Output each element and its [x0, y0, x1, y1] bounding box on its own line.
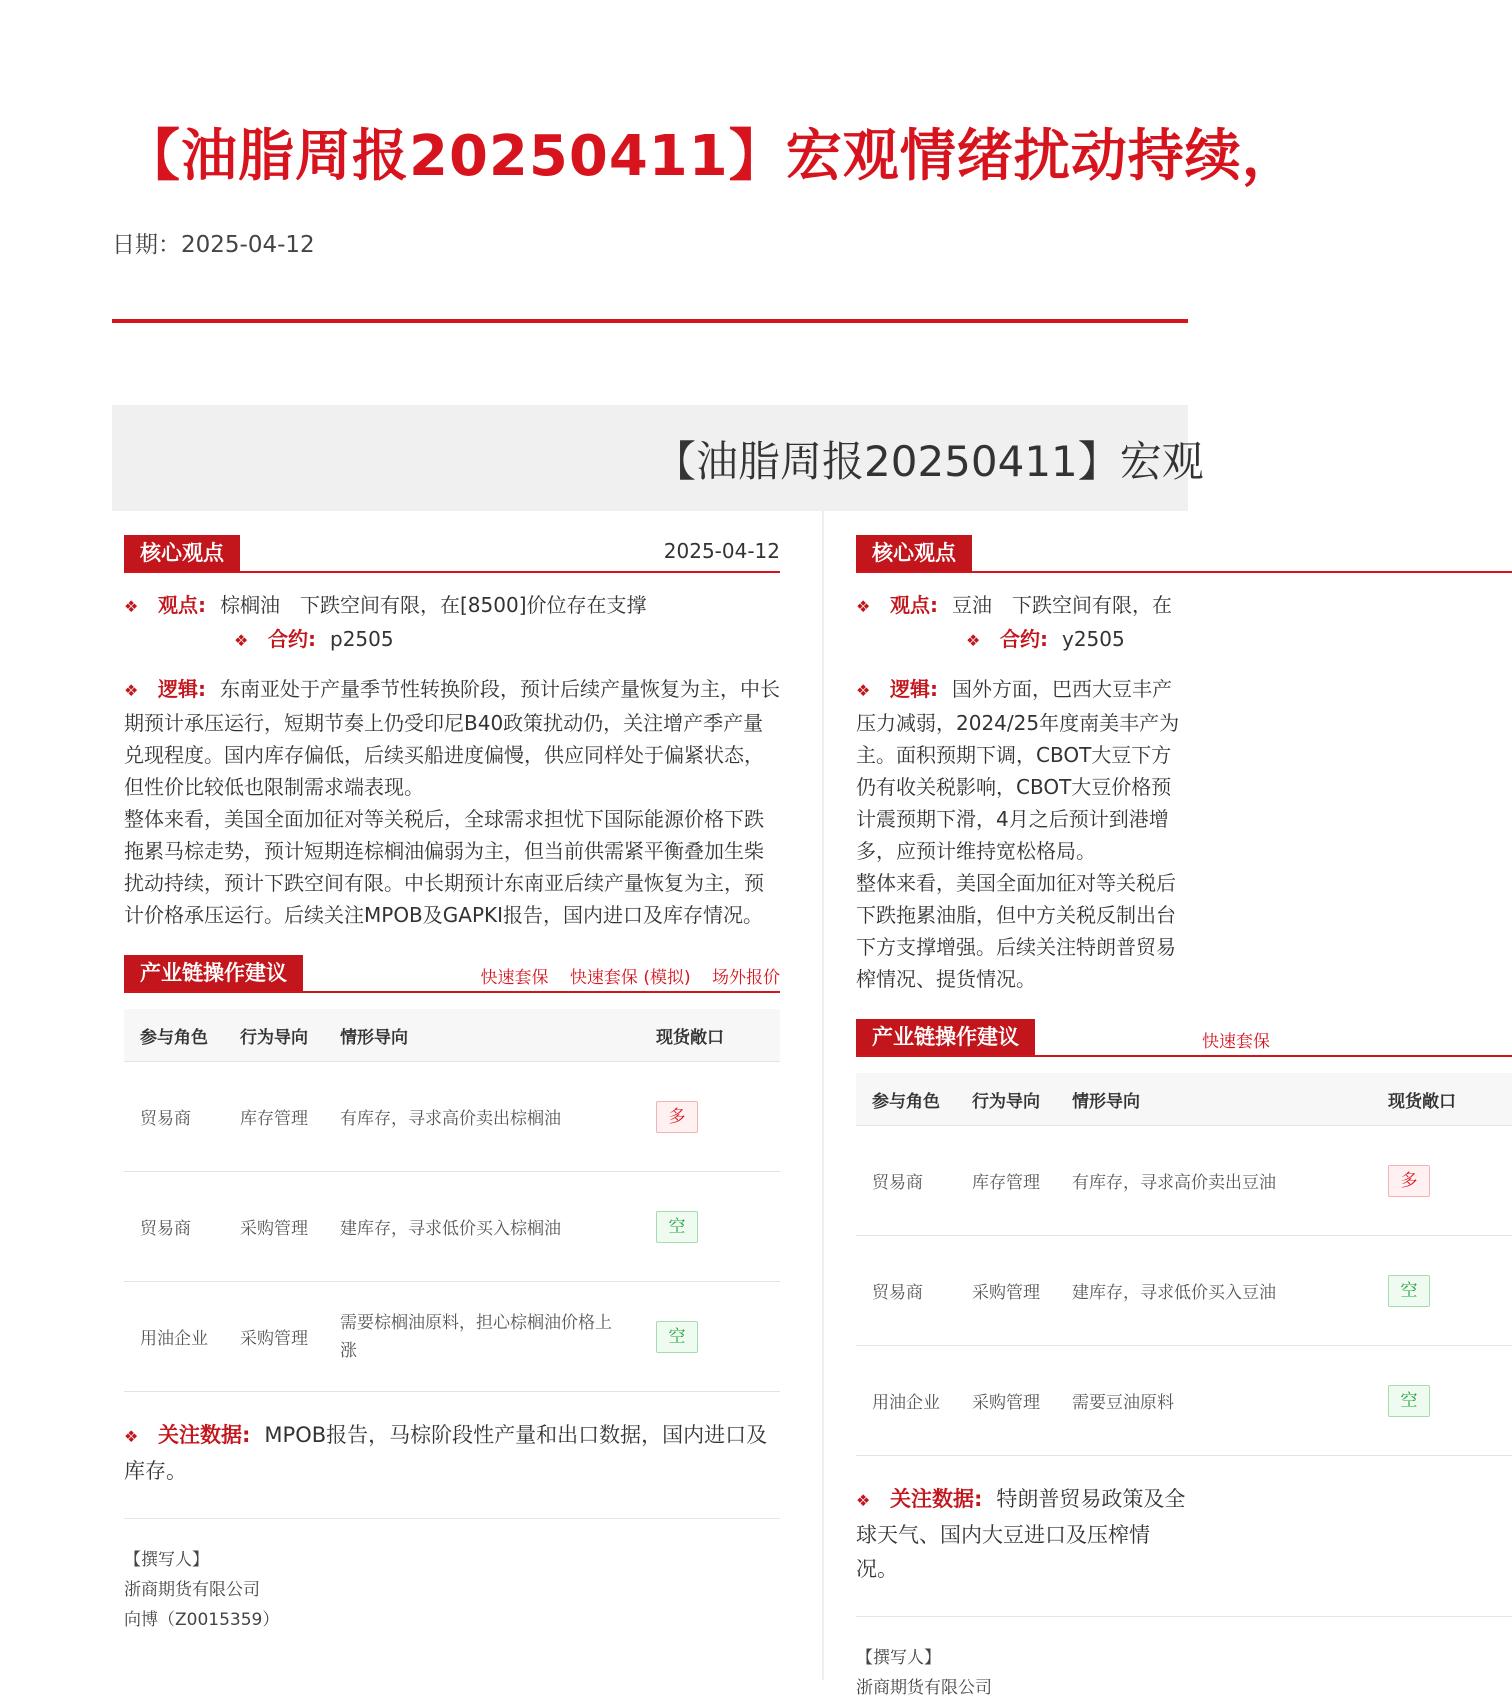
exposure-badge-long: 多: [656, 1101, 698, 1133]
situation-cell: 需要棕榈油原料，担心棕榈油价格上涨: [324, 1282, 640, 1392]
ops-table: [124, 1009, 780, 1392]
role-cell: 用油企业: [856, 1346, 956, 1456]
table-row: [124, 1062, 780, 1172]
core-view-date: 2025-04-12: [663, 539, 780, 563]
view-text: 下跌空间有限，在: [1012, 593, 1172, 617]
table-row: [856, 1236, 1512, 1346]
situation-cell: 建库存，寻求低价买入豆油: [1056, 1236, 1372, 1346]
author-header: 【撰写人】: [124, 1550, 209, 1570]
role-cell: 贸易商: [124, 1172, 224, 1282]
document-header: [112, 405, 1204, 511]
exposure-badge-short: 空: [656, 1211, 698, 1243]
author-company: 浙商期货有限公司: [124, 1580, 260, 1600]
core-view-header: [124, 535, 780, 573]
ops-table: [856, 1073, 1512, 1456]
table-header-row: [856, 1073, 1512, 1126]
contract-value: y2505: [1062, 627, 1125, 651]
title-divider: [112, 319, 1188, 323]
col-role: 参与角色: [124, 1009, 224, 1062]
col-action: 行为导向: [956, 1073, 1056, 1126]
section-divider: [124, 1518, 780, 1519]
ops-tag: 产业链操作建议: [856, 1019, 1035, 1055]
table-row: [124, 1172, 780, 1282]
role-cell: 贸易商: [124, 1062, 224, 1172]
col-situation: 情形导向: [1056, 1073, 1372, 1126]
diamond-bullet-icon: ❖: [234, 631, 249, 650]
quick-hedge-link[interactable]: 快速套保: [480, 968, 549, 988]
situation-cell: 有库存，寻求高价卖出豆油: [1056, 1126, 1372, 1236]
diamond-bullet-icon: ❖: [856, 597, 871, 616]
view-line: [856, 589, 1512, 623]
author-name: 向博（Z0015359）: [124, 1610, 280, 1630]
diamond-bullet-icon: ❖: [124, 681, 139, 700]
action-cell: 采购管理: [224, 1282, 324, 1392]
col-situation: 情形导向: [324, 1009, 640, 1062]
logic-section: [856, 673, 1188, 995]
logic-paragraph-2: 整体来看，美国全面加征对等关税后，全球需求担忧下国际能源价格下跌拖累马棕走势，预计短期连棕榈油偏弱为主，但当前供需紧平衡叠加生柴扰动持续，预计下跌空间有限。中长期预计东南亚后续产量恢复为主，预计价格承压运行。后续关注MPOB及GAPKI报告，国内进口及库存情况。: [124, 807, 764, 927]
soybean-oil-column: [856, 511, 1456, 1698]
col-role: 参与角色: [856, 1073, 956, 1126]
role-cell: 贸易商: [856, 1236, 956, 1346]
role-cell: 用油企业: [124, 1282, 224, 1392]
contract-line: [124, 623, 780, 657]
quick-hedge-link[interactable]: 快速套保: [1202, 1032, 1270, 1052]
core-view-tag: 核心观点: [856, 535, 972, 571]
focus-label: 关注数据:: [158, 1423, 251, 1447]
contract-label: 合约:: [268, 627, 316, 651]
focus-label: 关注数据:: [890, 1487, 983, 1511]
logic-paragraph-1: 国外方面，巴西大豆丰产压力减弱，2024/25年度南美丰产为主。面积预期下调，CBOT大豆下方仍有收关税影响，CBOT大豆价格预计震预期下滑，4月之后预计到港增多，应预计维持宽松格局。: [856, 677, 1180, 863]
core-view-header: [856, 535, 1512, 573]
focus-text: 特朗普贸易政策及全球天气、国内大豆进口及压榨情况。: [856, 1487, 1186, 1581]
situation-cell: 建库存，寻求低价买入棕榈油: [324, 1172, 640, 1282]
contract-line: [856, 623, 1512, 657]
diamond-bullet-icon: ❖: [966, 631, 981, 650]
focus-text: MPOB报告，马棕阶段性产量和出口数据，国内进口及库存。: [124, 1423, 768, 1483]
column-divider: [822, 511, 824, 1680]
situation-cell: 需要豆油原料: [1056, 1346, 1372, 1456]
author-block: [856, 1643, 1512, 1703]
situation-cell: 有库存，寻求高价卖出棕榈油: [324, 1062, 640, 1172]
publish-date: 日期：2025-04-12: [112, 232, 315, 258]
col-exposure: 现货敞口: [640, 1009, 780, 1062]
document-header-title: 【油脂周报20250411】宏观: [654, 437, 1204, 486]
exposure-badge-short: 空: [1388, 1275, 1430, 1307]
logic-label: 逻辑:: [890, 677, 938, 701]
ops-tag: 产业链操作建议: [124, 955, 303, 991]
col-exposure: 现货敞口: [1372, 1073, 1512, 1126]
logic-paragraph-1: 东南亚处于产量季节性转换阶段，预计后续产量恢复为主，中长期预计承压运行，短期节奏上仍受印尼B40政策扰动仍，关注增产季产量兑现程度。国内库存偏低，后续买船进度偏慢，供应同样处于偏紧状态，但性价比较低也限制需求端表现。: [124, 677, 780, 799]
view-line: [124, 589, 780, 623]
author-header: 【撰写人】: [856, 1648, 941, 1668]
table-row: [856, 1126, 1512, 1236]
exposure-badge-short: 空: [1388, 1385, 1430, 1417]
core-view-tag: 核心观点: [124, 535, 240, 571]
diamond-bullet-icon: ❖: [856, 681, 871, 700]
action-cell: 库存管理: [224, 1062, 324, 1172]
author-block: [124, 1545, 780, 1635]
view-product: 豆油: [952, 593, 992, 617]
logic-paragraph-2: 整体来看，美国全面加征对等关税后下跌拖累油脂，但中方关税反制出台下方支撑增强。后续关注特朗普贸易榨情况、提货情况。: [856, 871, 1176, 991]
view-product: 棕榈油: [220, 593, 280, 617]
view-text: 下跌空间有限，在[8500]价位存在支撑: [300, 593, 647, 617]
view-label: 观点:: [890, 593, 938, 617]
ops-header: [856, 1019, 1512, 1057]
author-company: 浙商期货有限公司: [856, 1678, 992, 1698]
page-title: 【油脂周报20250411】宏观情绪扰动持续，: [124, 124, 1299, 189]
table-row: [856, 1346, 1512, 1456]
focus-data: [124, 1418, 780, 1488]
focus-data: [856, 1482, 1188, 1586]
view-label: 观点:: [158, 593, 206, 617]
logic-label: 逻辑:: [158, 677, 206, 701]
diamond-bullet-icon: ❖: [124, 597, 139, 616]
diamond-bullet-icon: ❖: [856, 1491, 871, 1510]
table-row: [124, 1282, 780, 1392]
action-cell: 采购管理: [956, 1236, 1056, 1346]
exposure-badge-short: 空: [656, 1321, 698, 1353]
contract-label: 合约:: [1000, 627, 1048, 651]
quick-hedge-sim-link[interactable]: 快速套保 (模拟): [569, 968, 691, 988]
section-divider: [856, 1616, 1512, 1617]
action-cell: 采购管理: [224, 1172, 324, 1282]
exposure-badge-long: 多: [1388, 1165, 1430, 1197]
palm-oil-column: [124, 511, 780, 1680]
contract-value: p2505: [330, 627, 394, 651]
action-cell: 采购管理: [956, 1346, 1056, 1456]
action-cell: 库存管理: [956, 1126, 1056, 1236]
diamond-bullet-icon: ❖: [124, 1427, 139, 1446]
role-cell: 贸易商: [856, 1126, 956, 1236]
ops-header: [124, 955, 780, 993]
table-header-row: [124, 1009, 780, 1062]
col-action: 行为导向: [224, 1009, 324, 1062]
logic-section: [124, 673, 780, 931]
otc-quote-link[interactable]: 场外报价: [712, 968, 780, 988]
